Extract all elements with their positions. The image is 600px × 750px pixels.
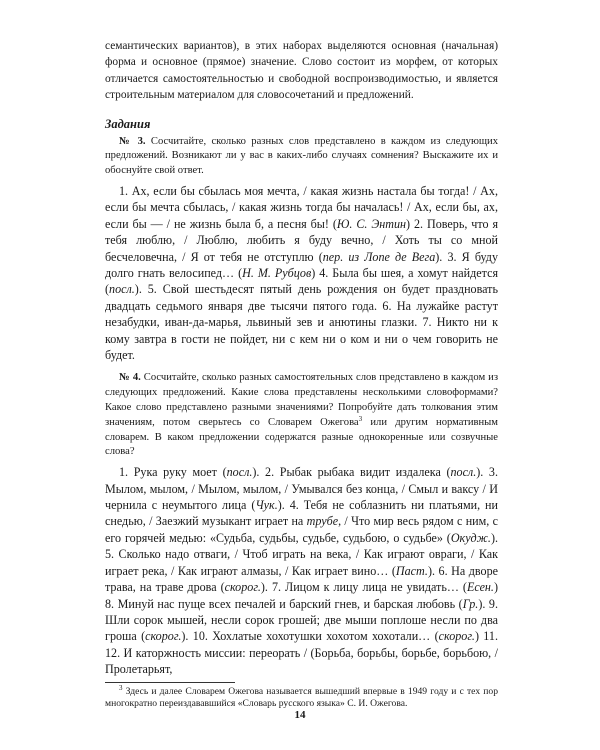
footnote bbox=[105, 683, 498, 710]
task-4-source: Окудж. bbox=[450, 530, 491, 545]
task-4-text: ). 10. Хохлатые хохотушки хохотом хохотали… ( bbox=[181, 629, 439, 644]
task-3-instruction-text: Сосчитайте, сколько разных слов представлено в каждом из следующих предложений. Возникают ли у вас в каких-либо случаях сомнения? Выскажите их и обоснуйте свой ответ. bbox=[105, 135, 498, 177]
task-4-text: ). 9. Шли сорок мышей, несли сорок грошей; две мыши поплоше несли по два гроша ( bbox=[105, 596, 498, 644]
task-4-text: ) 8. Минуй нас пуще всех печалей и барский гнев, и барская любовь ( bbox=[105, 580, 498, 611]
task-4-source: скорог. bbox=[224, 580, 261, 595]
footnote-text: Здесь и далее Словарем Ожегова называется вышедший впервые в 1949 году и с тех пор многократно переиздававшийся «Словарь русского языка» С. И. Ожегова. bbox=[105, 685, 498, 709]
task-3-source: посл. bbox=[109, 282, 135, 297]
task-3-text: ) 2. Поверь, что я тебя люблю, / Люблю, любить я буду вечно, / Хоть ты со мной бесчеловечна, / Я от тебя не отступлю ( bbox=[105, 216, 499, 264]
task-4-source: Гр. bbox=[462, 596, 479, 611]
task-4-source: посл. bbox=[226, 465, 253, 480]
task-3-sentences bbox=[105, 183, 498, 363]
task-4-text: ). 6. На дворе трава, на траве дрова ( bbox=[105, 563, 498, 595]
task-4-instruction bbox=[105, 371, 498, 460]
task-4-instruction-text: или другим нормативным словарем. В каком предложении содержатся разные однокоренные или созвучные слова? bbox=[105, 416, 499, 458]
task-4-text: ). 3. Мылом, мылом, / Мылом, мылом, / Умывался без конца, / Смыл и ваксу / И чернила с неумытого лица ( bbox=[105, 465, 498, 513]
task-4-text: ). 7. Лицом к лицу лица не увидать… ( bbox=[260, 580, 467, 595]
intro-paragraph: семантических вариантов), в этих наборах выделяются основная (начальная) форма и основное (прямое) значение. Слово состоит из морфем, от которых отличается самостоятельностью и свободной воспроизводимостью, и является строительным материалом для словосочетаний и предложений. bbox=[105, 40, 498, 102]
page-number: 14 bbox=[294, 709, 306, 721]
task-4-text: 1. Рука руку моет ( bbox=[119, 465, 227, 480]
task-4-source: трубе bbox=[306, 514, 339, 529]
task-3-text: 1. Ах, если бы сбылась моя мечта, / какая жизнь настала бы тогда! / Ах, если бы мечта сбылась, / какая жизнь тогда бы началась! / Ах, если бы, ах, если бы — / не жизнь была б, а песня бы! ( bbox=[105, 184, 498, 231]
footnote-divider bbox=[105, 682, 235, 683]
task-4-text: , / Что мир весь рядом с ним, с его горячей медью: «Судьба, судьбы, судьбе, судьбою, о судьбе» ( bbox=[105, 514, 498, 545]
task-4-source: скорог. bbox=[438, 629, 475, 644]
task-4-source: Чук. bbox=[255, 498, 278, 513]
task-4-text: ). 5. Сколько надо отваги, / Чтоб играть на века, / Как играют овраги, / Как играет река, / Как играют алмазы, / Как играет вино… ( bbox=[105, 530, 498, 578]
task-4-source: Паст. bbox=[395, 563, 428, 578]
task-3-instruction bbox=[105, 135, 498, 179]
task-4-text: ) 11. 12. И каторжность миссии: переорать / (Борьба, борьбы, борьбе, борьбою, / Пролетарьят, bbox=[105, 629, 498, 677]
footnote-reference[interactable]: 3 bbox=[358, 414, 363, 423]
task-3-source: Н. М. Рубцов bbox=[242, 266, 312, 281]
task-3-text: ) 4. Была бы шея, а хомут найдется ( bbox=[105, 266, 499, 297]
task-4-instruction-text: Сосчитайте, сколько разных самостоятельных слов представлено в каждом из следующих предложений. Какие слова представлены несколькими словоформами? Какое слово представлено разными значениями? Попробуйте дать толкования этим значениям, потом сверьтесь со Словарем Ожегова bbox=[105, 372, 498, 428]
task-4-source: скорог. bbox=[145, 629, 182, 644]
task-3-source: Ю. С. Энтин bbox=[336, 216, 407, 231]
task-4-text: ). 2. Рыбак рыбака видит издалека ( bbox=[252, 465, 451, 480]
task-3-text: ). 3. Я буду долго гнать велосипед… ( bbox=[105, 249, 499, 281]
task-3-source: пер. из Лопе де Вега bbox=[322, 249, 436, 264]
task-4-sentences bbox=[105, 464, 498, 677]
task-4-text: ). 4. Тебя не соблазнить ни платьями, ни снедью, / Заезжий музыкант играет на bbox=[105, 498, 498, 529]
task-4-source: посл. bbox=[450, 465, 477, 480]
task-3-number: № 3. bbox=[119, 135, 146, 147]
task-3-text: ). 5. Свой шестьдесят пятый день рождения он будет праздновать двадцать седьмого января две тысячи пятого года. 6. На лужайке растут незабудки, иван-да-марья, львиный зев и анютины глазки. 7. Никто ни к кому завтра в гости не пойдет, ни с кем ни о ком и ни о чем говорить не будет. bbox=[105, 282, 498, 363]
footnote-marker: 3 bbox=[119, 683, 123, 692]
task-4-source: Есен. bbox=[466, 580, 494, 595]
section-heading: Задания bbox=[105, 116, 151, 131]
task-4-number: № 4. bbox=[119, 372, 141, 384]
page-body bbox=[105, 38, 498, 710]
